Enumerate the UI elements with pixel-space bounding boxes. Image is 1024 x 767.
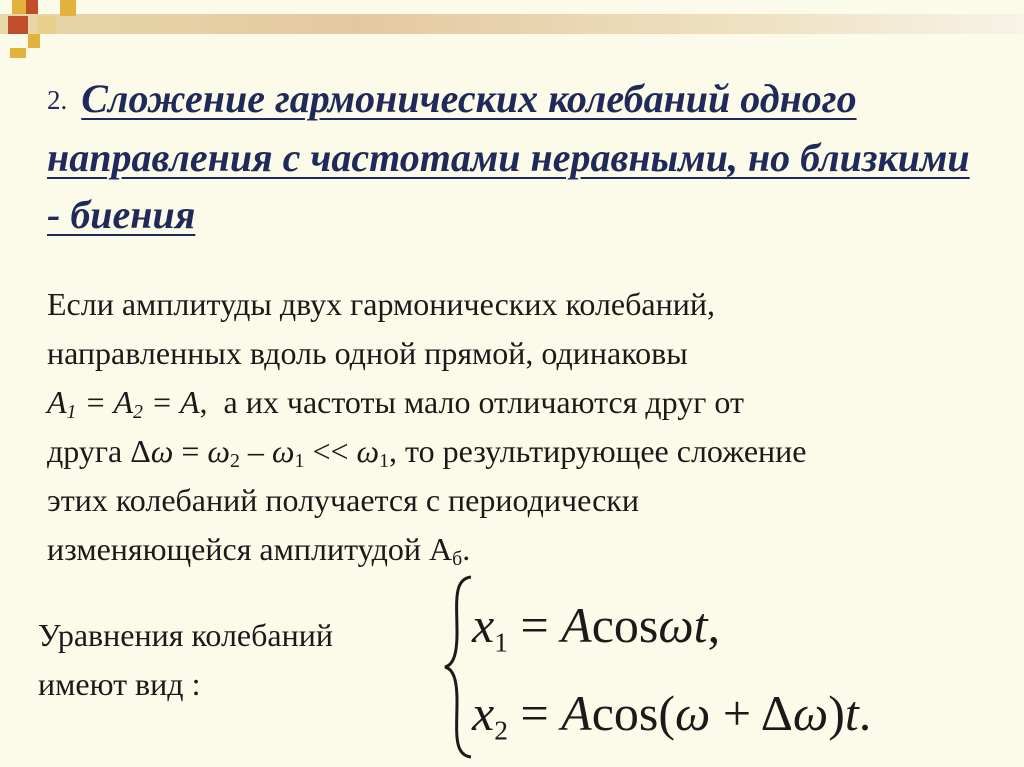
equation-2: $x_2 = Acos(\omega + \Delta\omega)t$. xyxy=(472,685,872,746)
paragraph-line: Если амплитуды двух гармонических колебаний, xyxy=(47,286,715,322)
decor-square xyxy=(38,16,56,34)
decor-square xyxy=(12,0,26,14)
decor-square xyxy=(60,0,76,16)
paragraph-line-text: друга xyxy=(47,433,123,469)
decor-square xyxy=(26,0,38,14)
paragraph-line-text: а их частоты мало отличаются друг от xyxy=(223,384,744,420)
curly-brace-icon xyxy=(441,573,475,761)
paragraph-line xyxy=(47,525,1007,574)
paragraph-line xyxy=(47,427,1007,476)
title-text: Сложение гармонических колебаний одного направления с частотами неравными, но близкими - биения xyxy=(47,76,970,237)
paragraph-line-text: , то результирующее сложение xyxy=(389,433,807,469)
paragraph-line: $A_1 = A_2 = A$, а их частоты мало отличаются друг от xyxy=(47,384,744,423)
formula-frequency-diff: $\Delta\omega = \omega_2 - \omega_1 << \omega_1$ xyxy=(130,433,390,472)
paragraph-line-text: изменяющейся амплитудой xyxy=(47,531,422,567)
decor-square xyxy=(10,48,26,58)
equations-label: Уравнения колебаний имеют вид : xyxy=(38,617,333,702)
decor-square xyxy=(28,34,40,48)
body-paragraph xyxy=(47,280,1007,574)
formula-amplitudes: $A_1 = A_2 = A$ xyxy=(47,384,200,423)
decor-square xyxy=(8,16,28,34)
formula-beat-amplitude: $A_б$. xyxy=(429,531,471,570)
slide-title xyxy=(47,70,987,243)
section-number: 2. xyxy=(47,85,68,115)
header-bar xyxy=(0,14,1024,34)
paragraph-line: направленных вдоль одной прямой, одинаковы xyxy=(47,335,688,371)
equation-1: $x_1 = Acos\omega t$, xyxy=(472,597,721,658)
paragraph-line: этих колебаний получается с периодически xyxy=(47,482,639,518)
